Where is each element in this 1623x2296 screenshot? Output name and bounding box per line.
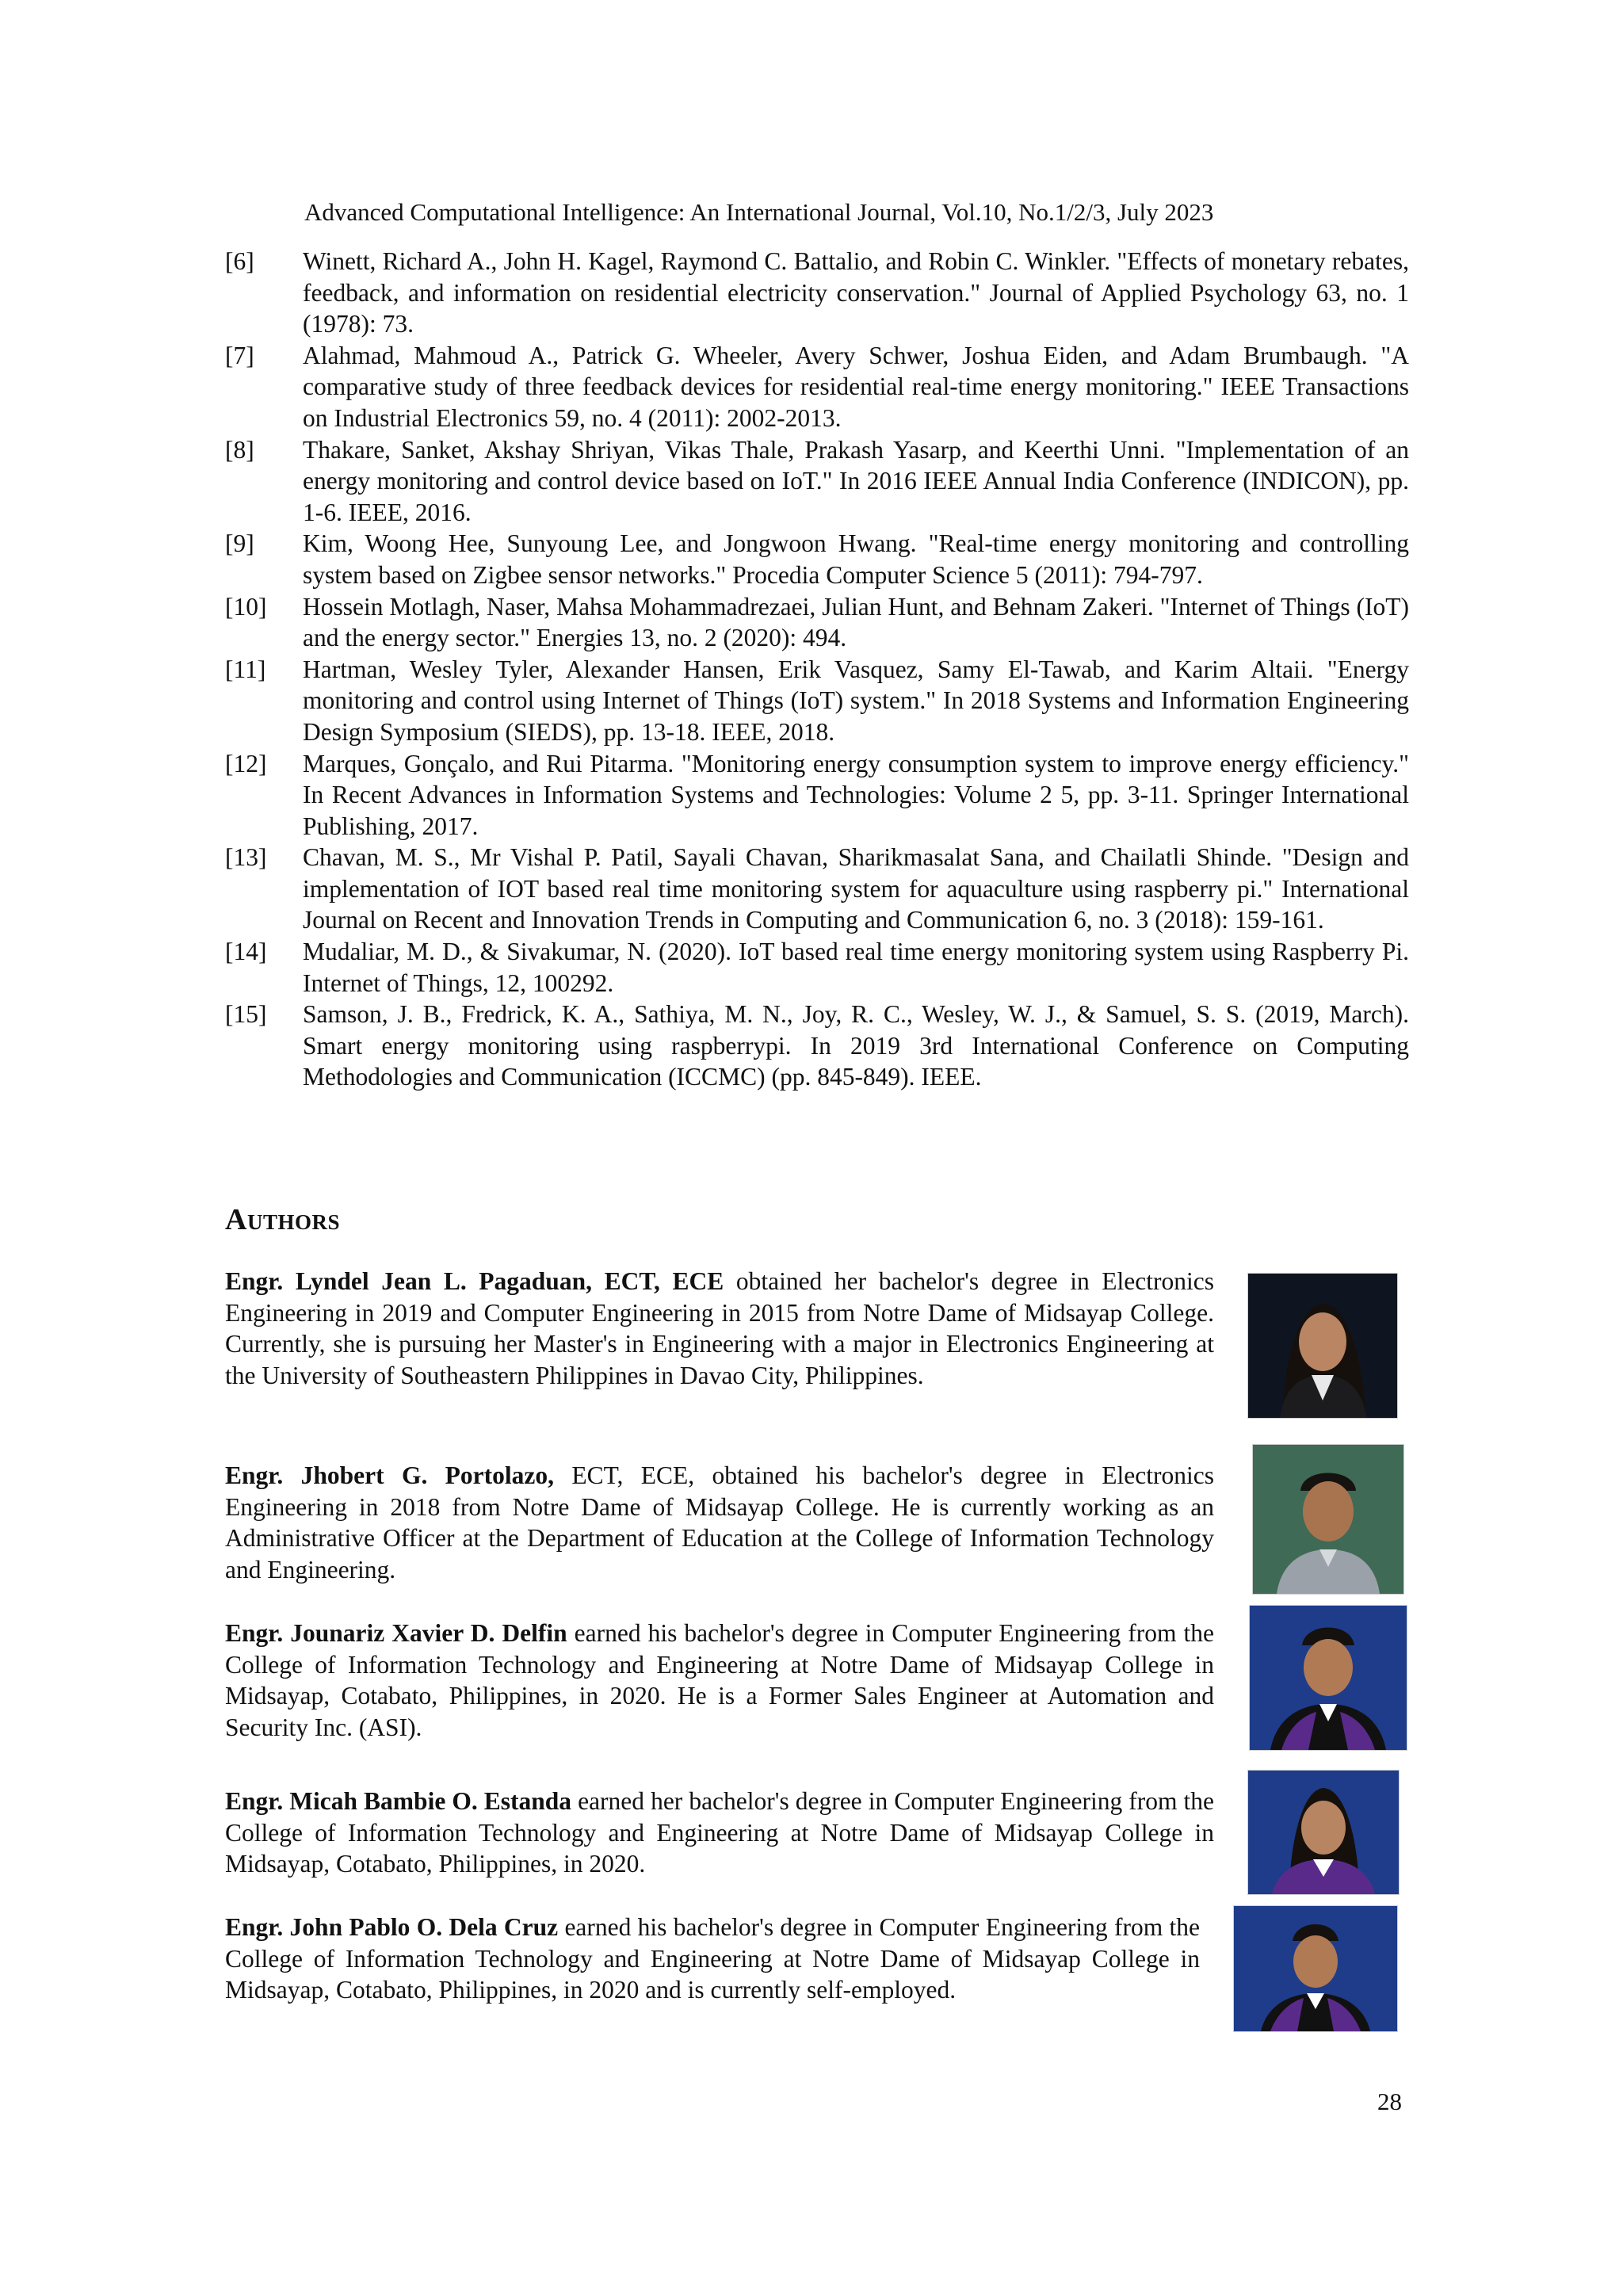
author-bio <box>225 1460 1214 1585</box>
author-bio <box>225 1618 1214 1743</box>
reference-text: Chavan, M. S., Mr Vishal P. Patil, Sayali Chavan, Sharikmasalat Sana, and Chailatli Shinde. "Design and implementation of IOT based real time monitoring system for aquaculture using raspberry pi." International Journal on Recent and Innovation Trends in Computing and Communication 6, no. 3 (2018): 159-161. <box>303 843 1409 934</box>
authors-heading: Authors <box>225 1203 340 1236</box>
author-photo <box>1249 1605 1407 1751</box>
reference-item <box>225 748 1409 842</box>
reference-number: [14] <box>225 938 267 966</box>
author-photo <box>1247 1770 1400 1895</box>
reference-text: Samson, J. B., Fredrick, K. A., Sathiya, M. N., Joy, R. C., Wesley, W. J., & Samuel, S. S. (2019, March). Smart energy monitoring using raspberrypi. In 2019 3rd International Conference on Computing Methodologies and Communication (ICCMC) (pp. 845-849). IEEE. <box>303 1000 1409 1091</box>
author-name: Engr. Lyndel Jean L. Pagaduan, ECT, ECE <box>225 1267 724 1295</box>
reference-number: [10] <box>225 592 267 621</box>
reference-number: [15] <box>225 1000 267 1029</box>
reference-number: [8] <box>225 435 254 464</box>
author-name: Engr. Micah Bambie O. Estanda <box>225 1787 572 1815</box>
reference-item <box>225 591 1409 654</box>
reference-number: [11] <box>225 655 266 683</box>
reference-text: Kim, Woong Hee, Sunyoung Lee, and Jongwoon Hwang. "Real-time energy monitoring and controlling system based on Zigbee sensor networks." Procedia Computer Science 5 (2011): 794-797. <box>303 529 1409 589</box>
author-name: Engr. Jounariz Xavier D. Delfin <box>225 1619 567 1647</box>
reference-item <box>225 528 1409 590</box>
author-name: Engr. Jhobert G. Portolazo, <box>225 1461 555 1489</box>
author-photo <box>1233 1905 1398 2032</box>
author-description: ECT, ECE, obtained his bachelor's degree in Electronics Engineering in 2018 from Notre Dame of Midsayap College. He is currently working as an Administrative Officer at the Department of Education at the College of Information Technology and Engineering. <box>225 1461 1214 1584</box>
reference-text: Hartman, Wesley Tyler, Alexander Hansen, Erik Vasquez, Samy El-Tawab, and Karim Altaii. "Energy monitoring and control using Internet of Things (IoT) system." In 2018 Systems and Information Engineering Design Symposium (SIEDS), pp. 13-18. IEEE, 2018. <box>303 655 1409 746</box>
author-bio <box>225 1912 1200 2006</box>
reference-text: Hossein Motlagh, Naser, Mahsa Mohammadrezaei, Julian Hunt, and Behnam Zakeri. "Internet of Things (IoT) and the energy sector." Energies 13, no. 2 (2020): 494. <box>303 592 1409 652</box>
reference-item <box>225 246 1409 340</box>
author-photo <box>1252 1444 1404 1595</box>
author-photo <box>1247 1273 1398 1419</box>
reference-text: Alahmad, Mahmoud A., Patrick G. Wheeler, Avery Schwer, Joshua Eiden, and Adam Brumbaugh. "A comparative study of three feedback devices for residential real-time energy monitoring." IEEE Transactions on Industrial Electronics 59, no. 4 (2011): 2002-2013. <box>303 341 1409 432</box>
reference-text: Winett, Richard A., John H. Kagel, Raymond C. Battalio, and Robin C. Winkler. "Effects of monetary rebates, feedback, and information on residential electricity conservation." Journal of Applied Psychology 63, no. 1 (1978): 73. <box>303 247 1409 338</box>
reference-item <box>225 999 1409 1093</box>
reference-number: [12] <box>225 749 267 777</box>
reference-item <box>225 936 1409 999</box>
author-bio <box>225 1786 1214 1880</box>
reference-text: Marques, Gonçalo, and Rui Pitarma. "Monitoring energy consumption system to improve energy efficiency." In Recent Advances in Information Systems and Technologies: Volume 2 5, pp. 3-11. Springer International Publishing, 2017. <box>303 749 1409 840</box>
page-number: 28 <box>1377 2088 1402 2115</box>
author-description: earned his bachelor's degree in Computer Engineering from the College of Information Technology and Engineering at Notre Dame of Midsayap College in Midsayap, Cotabato, Philippines, in 2020 and is currently self-employed. <box>225 1913 1200 2004</box>
reference-item <box>225 842 1409 936</box>
author-name: Engr. John Pablo O. Dela Cruz <box>225 1913 559 1941</box>
reference-item <box>225 340 1409 434</box>
reference-number: [13] <box>225 843 267 872</box>
reference-text: Mudaliar, M. D., & Sivakumar, N. (2020). IoT based real time energy monitoring system using Raspberry Pi. Internet of Things, 12, 100292. <box>303 938 1409 997</box>
author-description: earned her bachelor's degree in Computer Engineering from the College of Information Technology and Engineering at Notre Dame of Midsayap College in Midsayap, Cotabato, Philippines, in 2020. <box>225 1787 1215 1878</box>
reference-number: [9] <box>225 529 254 558</box>
reference-number: [6] <box>225 247 254 275</box>
running-header: Advanced Computational Intelligence: An International Journal, Vol.10, No.1/2/3, July 2023 <box>304 198 1214 226</box>
reference-number: [7] <box>225 341 254 369</box>
reference-text: Thakare, Sanket, Akshay Shriyan, Vikas Thale, Prakash Yasarp, and Keerthi Unni. "Implementation of an energy monitoring and control device based on IoT." In 2016 IEEE Annual India Conference (INDICON), pp. 1-6. IEEE, 2016. <box>303 435 1409 526</box>
reference-item <box>225 654 1409 748</box>
author-description: obtained her bachelor's degree in Electronics Engineering in 2019 and Computer Engineering in 2015 from Notre Dame of Midsayap College. Currently, she is pursuing her Master's in Engineering with a major in Electronics Engineering at the University of Southeastern Philippines in Davao City, Philippines. <box>225 1267 1214 1389</box>
author-description: earned his bachelor's degree in Computer Engineering from the College of Information Technology and Engineering at Notre Dame of Midsayap College in Midsayap, Cotabato, Philippines, in 2020. He is a Former Sales Engineer at Automation and Security Inc. (ASI). <box>225 1619 1214 1741</box>
references-list <box>225 246 1409 1093</box>
author-bio <box>225 1266 1214 1391</box>
reference-item <box>225 434 1409 529</box>
